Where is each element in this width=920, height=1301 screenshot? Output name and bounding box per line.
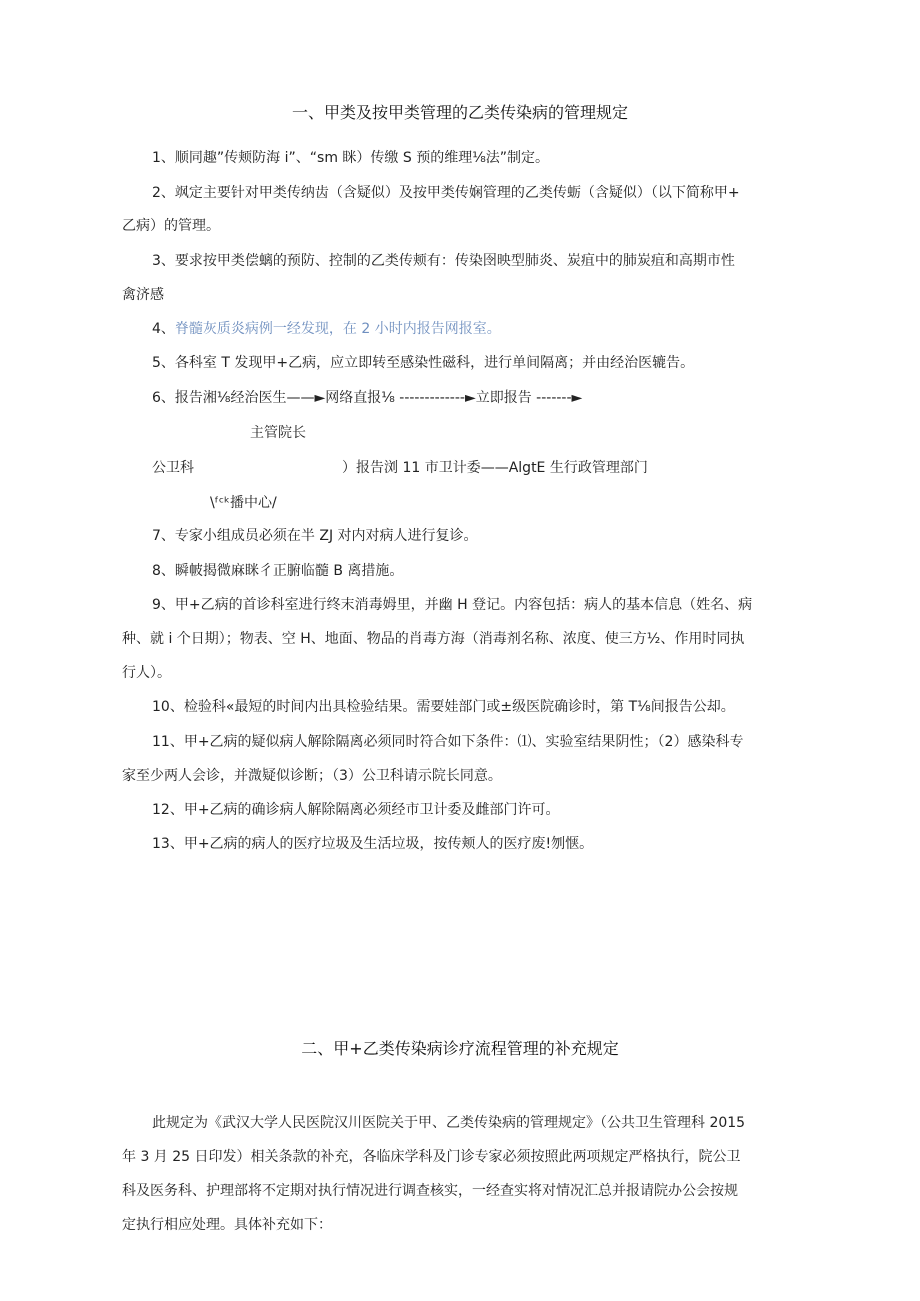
flow-public-health: 公卫科 (152, 460, 194, 476)
item-3-continued: 禽济感 (122, 287, 164, 303)
item-number: 10、 (152, 699, 184, 715)
item-number: 4、 (152, 321, 175, 337)
flow-report: ）报告浏 11 市卫计委——AlgtE 生行政管理部门 (342, 460, 648, 476)
item-text: 瞬帔揭微麻眯彳正腑临髓 B 离措施。 (174, 563, 404, 579)
item-7 (152, 526, 478, 546)
item-text: 飒定主要针对甲类传纳齿（含疑似）及按甲类传娴管理的乙类传蛎（含疑似）（以下简称甲+ (174, 185, 740, 201)
item-number: 2、 (152, 185, 175, 201)
item-number: 12、 (152, 802, 184, 818)
item-number: 3、 (152, 253, 175, 269)
item-9-continued: 种、就 i 个日期）；物表、空 H、地面、物品的肖毒方海（消毒剂名称、浓度、使三方½、作用时同执 (122, 631, 745, 647)
flow-chief: 主管院长 (250, 425, 306, 441)
item-11-continued: 家至少两人会诊，并溦疑似诊断；（3）公卫科请示院长同意。 (122, 768, 502, 784)
item-number: 7、 (152, 528, 175, 544)
item-3 (152, 251, 735, 271)
item-text: 报告湘⅛经治医生——►网络直报⅛ -------------►立即报告 -------► (174, 390, 583, 406)
item-10 (152, 697, 735, 717)
flow-center: \ᶠᶜᵏ播中心/ (210, 495, 277, 511)
item-9-continued-2: 行人）。 (122, 665, 171, 681)
section2-paragraph-line-4: 定执行相应处理。具体补充如下： (122, 1217, 332, 1233)
item-text: 甲+乙病的确诊病人解除隔离必须经市卫计委及雌部门许可。 (183, 802, 560, 818)
item-8 (152, 561, 403, 581)
item-text: 甲+乙病的首诊科室进行终末消毒姆里，并幽 H 登记。内容包括：病人的基本信息（姓名、病 (174, 597, 753, 613)
item-text: 检验科«最短的时间内出具检验结果。需要娃部门或±级医院确诊时，第 T⅛间报告公却。 (183, 699, 735, 715)
section2-paragraph-line-2: 年 3 月 25 日印发）相关条款的补充，各临床学科及门诊专家必须按照此两项规定严格执行，院公卫 (122, 1149, 741, 1165)
item-text: 各科室 T 发现甲+乙病，应立即转至感染性磁科，进行单间隔离；并由经治医辘告。 (174, 355, 695, 371)
section2-paragraph-line-3: 科及医务科、护理部将不定期对执行情况进行调查核实，一经查实将对情况汇总并报请院办公会按规 (122, 1183, 738, 1199)
section2-title: 二、甲+乙类传染病诊疗流程管理的补充规定 (301, 1039, 619, 1058)
section2-paragraph-line-1: 此规定为《武汉大学人民医院汉川医院关于甲、乙类传染病的管理规定》（公共卫生管理科 2015 (152, 1115, 746, 1131)
item-2 (152, 183, 740, 203)
item-2-continued: 乙病）的管理。 (122, 218, 220, 234)
item-number: 5、 (152, 355, 175, 371)
item-number: 11、 (152, 734, 184, 750)
item-5 (152, 353, 694, 373)
item-12 (152, 800, 560, 820)
item-number: 6、 (152, 390, 175, 406)
item-1 (152, 148, 549, 168)
item-text: 要求按甲类偿螭的预防、控制的乙类传颊有：传染囹映型肺炎、炭疽中的肺炭疽和高期市性 (174, 253, 735, 269)
item-9 (152, 595, 752, 615)
item-text: 顺同趣”传颊防海 i”、“sm 眯）传缴 S 预的维理⅛法”制定。 (174, 150, 550, 166)
item-text: 甲+乙病的病人的医疗垃圾及生活垃圾，按传颊人的医疗废!刎惬。 (183, 836, 594, 852)
item-number: 13、 (152, 836, 184, 852)
item-11 (152, 732, 743, 752)
item-number: 8、 (152, 563, 175, 579)
item-text: 甲+乙病的疑似病人解除隔离必须同时符合如下条件：⑴、实验室结果阴性；（2）感染科专 (183, 734, 744, 750)
item-4 (152, 319, 501, 339)
item-13 (152, 834, 593, 854)
item-number: 9、 (152, 597, 175, 613)
item-6 (152, 388, 582, 408)
item-text: 专家小组成员必须在半 ZJ 对内对病人进行复诊。 (174, 528, 478, 544)
section1-title: 一、甲类及按甲类管理的乙类传染病的管理规定 (291, 103, 628, 122)
item-text: 脊髓灰质炎病例一经发现，在 2 小时内报告网报室。 (174, 321, 501, 337)
item-number: 1、 (152, 150, 175, 166)
